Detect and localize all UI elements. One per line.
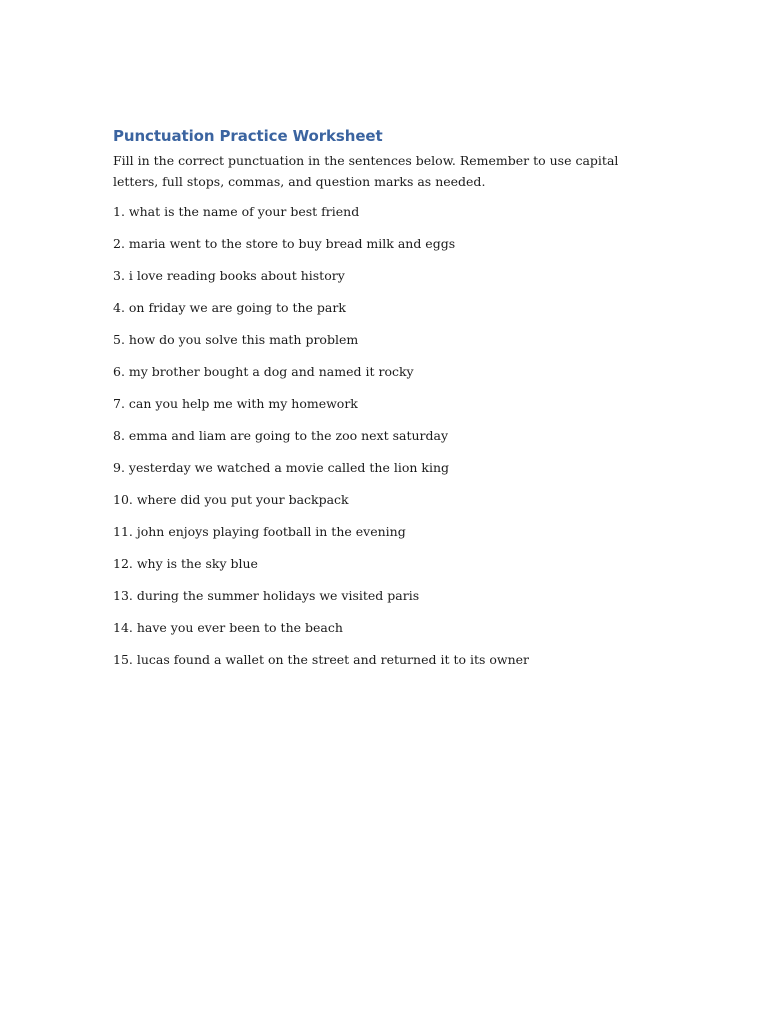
sentence-item: 8. emma and liam are going to the zoo next saturday (113, 428, 449, 443)
sentence-item: 14. have you ever been to the beach (113, 620, 343, 635)
sentence-item: 10. where did you put your backpack (113, 492, 349, 507)
sentence-item: 6. my brother bought a dog and named it rocky (113, 364, 414, 379)
sentence-item: 15. lucas found a wallet on the street and returned it to its owner (113, 652, 530, 667)
sentence-item: 11. john enjoys playing football in the evening (113, 524, 406, 539)
sentence-item: 1. what is the name of your best friend (113, 204, 360, 219)
worksheet-instructions: Fill in the correct punctuation in the sentences below. Remember to use capital letters, full stops, commas, and question marks as needed. (113, 153, 619, 189)
sentence-item: 5. how do you solve this math problem (113, 332, 359, 347)
sentence-item: 3. i love reading books about history (113, 268, 345, 283)
sentence-item: 9. yesterday we watched a movie called the lion king (113, 460, 449, 475)
sentence-item: 7. can you help me with my homework (113, 396, 358, 411)
sentence-item: 13. during the summer holidays we visited paris (113, 588, 420, 603)
sentence-list (113, 201, 658, 681)
worksheet-title: Punctuation Practice Worksheet (113, 127, 383, 145)
worksheet-page (113, 125, 658, 681)
sentence-item: 2. maria went to the store to buy bread milk and eggs (113, 236, 456, 251)
sentence-item: 12. why is the sky blue (113, 556, 258, 571)
sentence-item: 4. on friday we are going to the park (113, 300, 346, 315)
